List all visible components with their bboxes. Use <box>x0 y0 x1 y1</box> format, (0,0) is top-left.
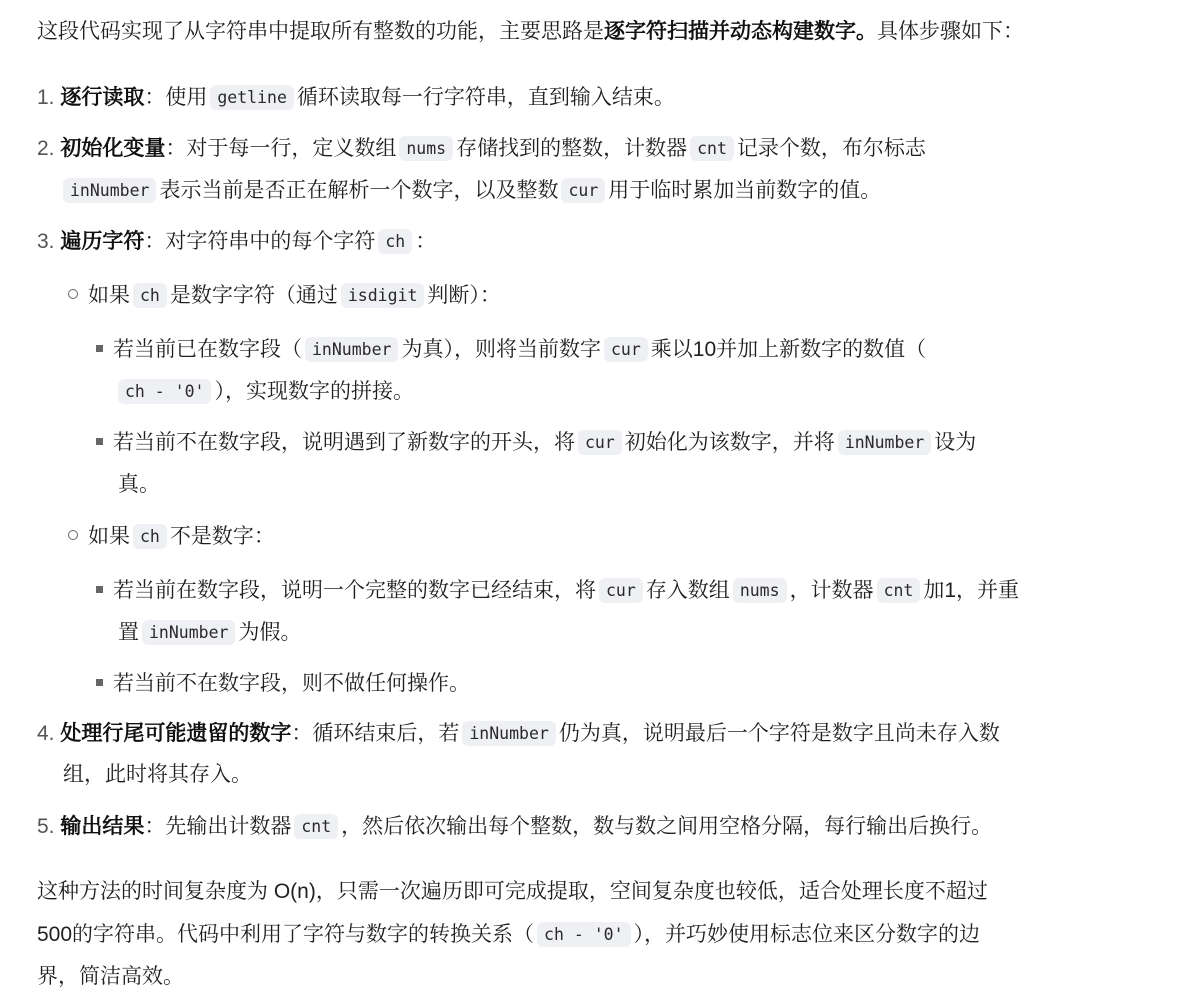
nested-item <box>96 335 926 365</box>
sub-item-nondigit <box>68 522 275 552</box>
sub-text: 是数字字符（通过 <box>169 284 338 307</box>
step-4 <box>37 719 1000 749</box>
step-2-continued <box>63 176 881 206</box>
inline-code: ch - '0' <box>118 379 211 404</box>
sub-item-digit <box>68 281 501 311</box>
nested-text: 加1，并重 <box>923 579 1020 602</box>
step-5 <box>37 812 992 842</box>
nested-text: 乘以10并加上新数字的数值（ <box>650 338 927 361</box>
intro-paragraph <box>37 17 1024 47</box>
sub-text: 如果 <box>88 525 130 548</box>
step-title: 处理行尾可能遗留的数字 <box>60 722 292 745</box>
intro-bold: 逐字符扫描并动态构建数字。 <box>604 20 877 43</box>
inline-code: cnt <box>690 136 734 161</box>
sub-text: 如果 <box>88 284 130 307</box>
step-text: 组，此时将其存入。 <box>63 763 252 786</box>
conclusion-text: 500的字符串。代码中利用了字符与数字的转换关系（ <box>37 923 535 946</box>
inline-code: cnt <box>294 814 338 839</box>
inline-code: cur <box>599 578 643 603</box>
intro-text-after: 具体步骤如下： <box>877 20 1024 43</box>
square-bullet-icon <box>96 345 103 352</box>
nested-text: ，计数器 <box>789 579 874 602</box>
step-text: ：对于每一行，定义数组 <box>165 137 397 160</box>
nested-item <box>96 428 976 458</box>
step-text: ： <box>415 230 437 253</box>
nested-text: 设为 <box>934 431 977 454</box>
conclusion-text: 这种方法的时间复杂度为 O(n)，只需一次遍历即可完成提取，空间复杂度也较低，适合处理长度不超过 <box>37 880 988 903</box>
nested-text: 若当前在数字段，说明一个完整的数字已经结束，将 <box>113 579 596 602</box>
step-number: 2. <box>37 137 55 160</box>
inline-code: cur <box>578 430 622 455</box>
step-4-continued <box>63 760 252 790</box>
nested-text: 若当前不在数字段，说明遇到了新数字的开头，将 <box>113 431 575 454</box>
square-bullet-icon <box>96 679 103 686</box>
step-text: ：对字符串中的每个字符 <box>144 230 376 253</box>
inline-code: cnt <box>877 578 921 603</box>
step-number: 4. <box>37 722 55 745</box>
step-number: 1. <box>37 86 55 109</box>
step-text: ：循环结束后，若 <box>291 722 460 745</box>
nested-item-continued <box>118 377 414 407</box>
inline-code: isdigit <box>341 283 425 308</box>
nested-text: 置 <box>118 621 139 644</box>
inline-code: ch <box>133 524 167 549</box>
step-text: 用于临时累加当前数字的值。 <box>608 179 882 202</box>
square-bullet-icon <box>96 438 103 445</box>
step-text: ：先输出计数器 <box>144 815 292 838</box>
inline-code: ch - '0' <box>537 922 630 947</box>
inline-code: inNumber <box>305 337 398 362</box>
nested-text: 为假。 <box>238 621 302 644</box>
nested-text: 若当前不在数字段，则不做任何操作。 <box>113 672 470 695</box>
step-text: 仍为真，说明最后一个字符是数字且尚未存入数 <box>558 722 1000 745</box>
step-text: 记录个数，布尔标志 <box>736 137 926 160</box>
sub-text: 判断）： <box>427 284 501 307</box>
step-number: 5. <box>37 815 55 838</box>
step-number: 3. <box>37 230 55 253</box>
nested-item-continued <box>118 470 160 500</box>
step-text: ，然后依次输出每个整数，数与数之间用空格分隔，每行输出后换行。 <box>341 815 993 838</box>
inline-code: inNumber <box>63 178 156 203</box>
conclusion-line-3 <box>37 962 184 992</box>
inline-code: inNumber <box>142 620 235 645</box>
nested-text: 存入数组 <box>645 579 730 602</box>
nested-item-continued <box>118 618 301 648</box>
inline-code: getline <box>210 85 294 110</box>
nested-text: 为真），则将当前数字 <box>401 338 601 361</box>
step-text: 表示当前是否正在解析一个数字，以及整数 <box>159 179 559 202</box>
inline-code: nums <box>399 136 453 161</box>
conclusion-line-1 <box>37 877 988 907</box>
step-title: 遍历字符 <box>60 230 145 253</box>
nested-text: 初始化为该数字，并将 <box>624 431 835 454</box>
step-title: 输出结果 <box>60 815 145 838</box>
inline-code: nums <box>733 578 787 603</box>
circle-bullet-icon <box>68 289 78 299</box>
inline-code: inNumber <box>838 430 931 455</box>
nested-text: ），实现数字的拼接。 <box>214 380 414 403</box>
sub-text: 不是数字： <box>169 525 275 548</box>
conclusion-line-2 <box>37 920 980 950</box>
inline-code: cur <box>561 178 605 203</box>
conclusion-text: 界，简洁高效。 <box>37 965 184 988</box>
step-title: 初始化变量 <box>60 137 166 160</box>
inline-code: ch <box>133 283 167 308</box>
inline-code: ch <box>378 229 412 254</box>
nested-item <box>96 576 1019 606</box>
step-1 <box>37 83 675 113</box>
nested-item <box>96 669 470 699</box>
circle-bullet-icon <box>68 530 78 540</box>
step-2 <box>37 134 926 164</box>
nested-text: 若当前已在数字段（ <box>113 338 302 361</box>
step-title: 逐行读取 <box>60 86 145 109</box>
nested-text: 真。 <box>118 473 160 496</box>
square-bullet-icon <box>96 586 103 593</box>
inline-code: cur <box>604 337 648 362</box>
step-text: 循环读取每一行字符串，直到输入结束。 <box>296 86 675 109</box>
intro-text: 这段代码实现了从字符串中提取所有整数的功能，主要思路是 <box>37 20 604 43</box>
step-3 <box>37 227 436 257</box>
conclusion-text: ），并巧妙使用标志位来区分数字的边 <box>633 923 981 946</box>
step-text: 存储找到的整数，计数器 <box>456 137 688 160</box>
inline-code: inNumber <box>462 721 555 746</box>
step-text: ：使用 <box>144 86 208 109</box>
